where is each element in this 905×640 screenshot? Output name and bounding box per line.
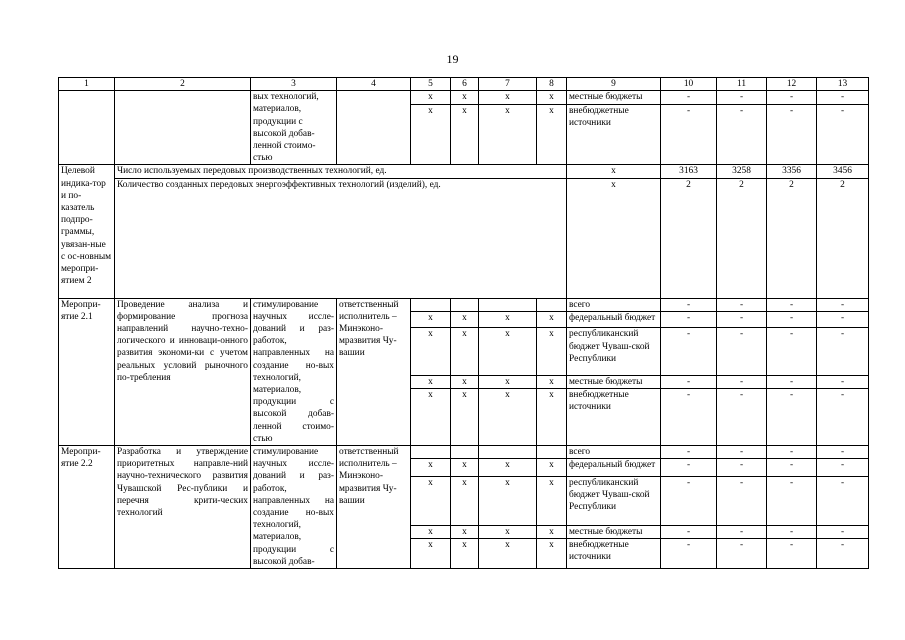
code-cell: x <box>479 539 537 569</box>
indicator-row <box>59 165 869 178</box>
activity-executor: ответственный исполнитель – Минэконо-мразвития Чу-вашии <box>337 446 411 569</box>
indicator-text: Число используемых передовых производственных технологий, ед. <box>115 165 567 178</box>
empty-cell <box>337 91 411 165</box>
empty-cell <box>59 91 115 165</box>
code-cell <box>537 446 567 459</box>
value-cell: - <box>767 91 817 104</box>
code-cell: x <box>411 328 451 375</box>
value-cell: - <box>767 539 817 569</box>
indicator-label: Целевой индика-тор и по-казатель подпро-граммы, увязан-ные с ос-новным меропри-ятием 2 <box>59 165 115 298</box>
funding-source: федеральный бюджет <box>567 459 661 476</box>
funding-source: местные бюджеты <box>567 375 661 388</box>
value-cell: - <box>767 311 817 328</box>
code-cell: x <box>411 476 451 525</box>
header-row <box>59 78 869 91</box>
value-cell: - <box>817 104 869 165</box>
header-cell: 8 <box>537 78 567 91</box>
code-cell <box>451 298 479 311</box>
page-number: 19 <box>446 52 459 66</box>
funding-source: всего <box>567 298 661 311</box>
code-cell: x <box>479 375 537 388</box>
value-cell: - <box>767 298 817 311</box>
code-cell: x <box>451 389 479 446</box>
value-cell: - <box>661 328 717 375</box>
funding-source: всего <box>567 446 661 459</box>
code-cell: x <box>479 389 537 446</box>
value-cell: - <box>767 375 817 388</box>
funding-source: местные бюджеты <box>567 525 661 538</box>
value-cell: - <box>661 91 717 104</box>
header-cell: 4 <box>337 78 411 91</box>
code-cell: x <box>411 311 451 328</box>
value-cell: - <box>661 311 717 328</box>
table-row <box>59 446 869 459</box>
header-cell: 5 <box>411 78 451 91</box>
value-cell: - <box>767 525 817 538</box>
code-cell: x <box>411 375 451 388</box>
funding-source: местные бюджеты <box>567 91 661 104</box>
value-cell: - <box>817 311 869 328</box>
code-cell: x <box>411 525 451 538</box>
code-cell: x <box>479 91 537 104</box>
table-row <box>59 91 869 104</box>
value-cell: 2 <box>767 178 817 298</box>
table-row <box>59 298 869 311</box>
code-cell: x <box>537 375 567 388</box>
value-cell: - <box>661 459 717 476</box>
header-cell: 11 <box>717 78 767 91</box>
value-cell: - <box>817 539 869 569</box>
activity-executor: ответственный исполнитель – Минэконо-мразвития Чу-вашии <box>337 298 411 445</box>
code-cell: x <box>537 459 567 476</box>
code-cell <box>537 298 567 311</box>
funding-source: внебюджетные источники <box>567 104 661 165</box>
value-cell: - <box>717 525 767 538</box>
header-cell: 1 <box>59 78 115 91</box>
value-cell: - <box>661 539 717 569</box>
header-cell: 10 <box>661 78 717 91</box>
code-cell <box>411 298 451 311</box>
value-cell: 2 <box>661 178 717 298</box>
header-cell: 2 <box>115 78 251 91</box>
indicator-text: Количество созданных передовых энергоэффективных технологий (изделий), ед. <box>115 178 567 298</box>
value-cell: - <box>661 446 717 459</box>
code-cell: x <box>567 178 661 298</box>
header-cell: 6 <box>451 78 479 91</box>
code-cell: x <box>451 459 479 476</box>
code-cell: x <box>537 311 567 328</box>
code-cell: x <box>451 91 479 104</box>
indicator-row <box>59 178 869 298</box>
funding-source: республиканский бюджет Чуваш-ской Республики <box>567 476 661 525</box>
code-cell: x <box>537 328 567 375</box>
activity-description: Разработка и утверждение приоритетных направле-ний научно-технического развития Чувашской Рес-публики и перечня крити-ческих технологий <box>115 446 251 569</box>
activity-description: Проведение анализа и формирование прогноза направлений научно-техно-логического и инноваци-онного развития экономи-ки с учетом реальных условий рыночного по-требления <box>115 298 251 445</box>
value-cell: 2 <box>717 178 767 298</box>
code-cell: x <box>451 525 479 538</box>
value-cell: - <box>717 539 767 569</box>
value-cell: - <box>717 91 767 104</box>
value-cell: - <box>767 459 817 476</box>
activity-direction: стимулирование научных иссле-дований и раз-работок, направленных на создание но-вых технологий, материалов, продукции с высокой добав- <box>251 446 337 569</box>
value-cell: - <box>661 375 717 388</box>
activity-direction: стимулирование научных иссле-дований и раз-работок, направленных на создание но-вых технологий, материалов, продукции с высокой добав-ленной стоимо-стью <box>251 298 337 445</box>
code-cell: x <box>451 539 479 569</box>
activity-direction: вых технологий, материалов, продукции с высокой добав- ленной стоимо- стью <box>251 91 337 165</box>
value-cell: - <box>717 328 767 375</box>
value-cell: - <box>717 459 767 476</box>
code-cell: x <box>479 476 537 525</box>
code-cell: x <box>451 476 479 525</box>
code-cell: x <box>451 104 479 165</box>
value-cell: - <box>817 446 869 459</box>
value-cell: - <box>817 459 869 476</box>
header-cell: 9 <box>567 78 661 91</box>
value-cell: - <box>767 446 817 459</box>
value-cell: - <box>717 389 767 446</box>
value-cell: - <box>717 298 767 311</box>
value-cell: - <box>817 91 869 104</box>
code-cell: x <box>451 328 479 375</box>
code-cell: x <box>411 459 451 476</box>
value-cell: - <box>817 298 869 311</box>
code-cell <box>411 446 451 459</box>
value-cell: - <box>717 375 767 388</box>
value-cell: - <box>717 311 767 328</box>
code-cell: x <box>479 104 537 165</box>
value-cell: - <box>717 476 767 525</box>
code-cell: x <box>567 165 661 178</box>
activity-label: Меропри-ятие 2.1 <box>59 298 115 445</box>
program-table <box>58 77 869 569</box>
value-cell: - <box>767 328 817 375</box>
value-cell: - <box>817 476 869 525</box>
value-cell: - <box>661 104 717 165</box>
code-cell: x <box>411 539 451 569</box>
value-cell: 3356 <box>767 165 817 178</box>
code-cell: x <box>537 389 567 446</box>
value-cell: - <box>817 328 869 375</box>
code-cell <box>479 446 537 459</box>
code-cell <box>479 298 537 311</box>
value-cell: - <box>661 389 717 446</box>
code-cell: x <box>451 311 479 328</box>
code-cell: x <box>411 389 451 446</box>
code-cell: x <box>411 91 451 104</box>
value-cell: - <box>717 446 767 459</box>
header-cell: 7 <box>479 78 537 91</box>
value-cell: - <box>661 476 717 525</box>
value-cell: - <box>817 389 869 446</box>
funding-source: федеральный бюджет <box>567 311 661 328</box>
value-cell: 2 <box>817 178 869 298</box>
value-cell: - <box>767 389 817 446</box>
code-cell: x <box>537 476 567 525</box>
value-cell: 3258 <box>717 165 767 178</box>
funding-source: внебюджетные источники <box>567 389 661 446</box>
code-cell: x <box>479 328 537 375</box>
funding-source: внебюджетные источники <box>567 539 661 569</box>
code-cell: x <box>537 91 567 104</box>
value-cell: - <box>817 525 869 538</box>
value-cell: - <box>767 104 817 165</box>
header-cell: 12 <box>767 78 817 91</box>
funding-source: республиканский бюджет Чуваш-ской Республики <box>567 328 661 375</box>
code-cell: x <box>479 311 537 328</box>
value-cell: - <box>661 298 717 311</box>
code-cell: x <box>451 375 479 388</box>
code-cell: x <box>537 525 567 538</box>
value-cell: 3163 <box>661 165 717 178</box>
code-cell: x <box>411 104 451 165</box>
header-cell: 3 <box>251 78 337 91</box>
code-cell <box>451 446 479 459</box>
code-cell: x <box>479 525 537 538</box>
code-cell: x <box>537 539 567 569</box>
value-cell: 3456 <box>817 165 869 178</box>
value-cell: - <box>767 476 817 525</box>
header-cell: 13 <box>817 78 869 91</box>
code-cell: x <box>479 459 537 476</box>
code-cell: x <box>537 104 567 165</box>
value-cell: - <box>817 375 869 388</box>
empty-cell <box>115 91 251 165</box>
value-cell: - <box>661 525 717 538</box>
activity-label: Меропри-ятие 2.2 <box>59 446 115 569</box>
value-cell: - <box>717 104 767 165</box>
